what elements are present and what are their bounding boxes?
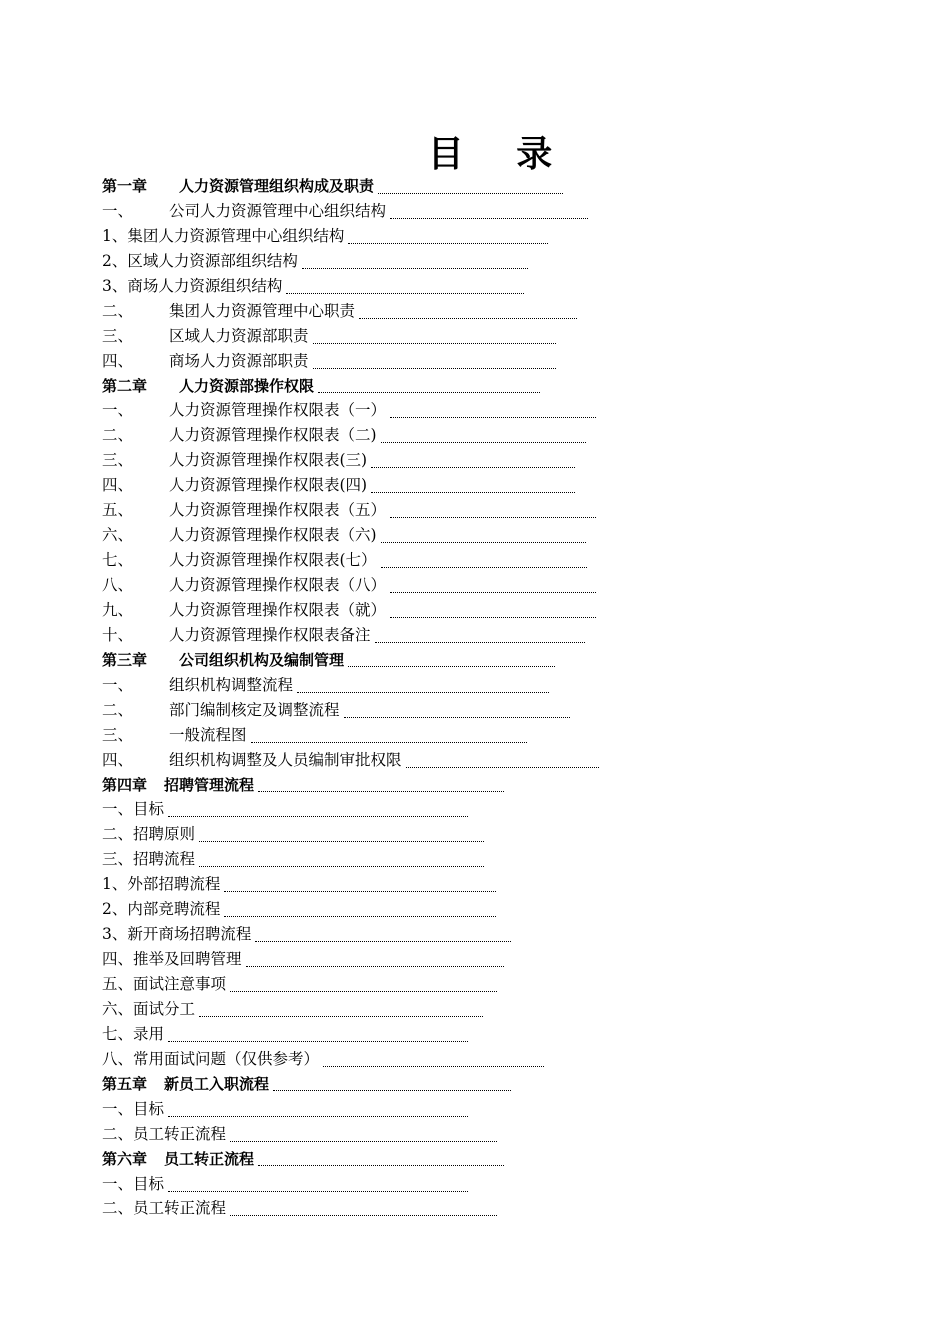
toc-entry-title: 外部招聘流程 <box>127 875 221 894</box>
toc-entry[interactable] <box>102 1047 662 1072</box>
toc-chapter-entry[interactable] <box>102 648 662 673</box>
toc-entry[interactable] <box>102 523 662 548</box>
toc-entry[interactable] <box>102 274 662 299</box>
toc-entry-title: 招聘原则 <box>133 825 196 844</box>
toc-dot-leader <box>273 1089 511 1091</box>
toc-entry-title: 人力资源管理操作权限表（八） <box>169 576 387 594</box>
toc-entry-number: 3、 <box>102 925 128 944</box>
toc-dot-leader <box>313 342 556 344</box>
toc-entry-number: 七、 <box>102 1024 134 1043</box>
toc-dot-leader <box>381 566 587 568</box>
toc-dot-leader <box>230 990 497 992</box>
toc-entry-title: 组织机构调整流程 <box>169 675 294 694</box>
toc-dot-leader <box>359 317 577 319</box>
toc-dot-leader <box>348 665 555 667</box>
toc-chapter-entry[interactable] <box>102 1072 662 1097</box>
toc-entry-title: 人力资源管理操作权限表(三) <box>169 451 368 470</box>
toc-entry-number: 八、 <box>102 576 134 594</box>
page-title: 目 录 <box>427 133 573 175</box>
toc-entry-title: 人力资源管理操作权限表(四) <box>169 476 368 495</box>
toc-entry-title: 人力资源管理操作权限表(七） <box>169 551 377 570</box>
toc-entry-title: 目标 <box>133 1174 165 1193</box>
toc-entry-number: 第三章 <box>102 650 148 669</box>
toc-entry-number: 一、 <box>102 201 134 220</box>
toc-entry-number: 1、 <box>102 226 128 245</box>
toc-entry[interactable] <box>102 1172 662 1197</box>
toc-entry-number: 六、 <box>102 999 134 1018</box>
toc-entry-number: 二、 <box>102 700 134 719</box>
toc-entry-title: 人力资源部操作权限 <box>179 376 315 395</box>
toc-chapter-entry[interactable] <box>102 174 662 199</box>
toc-dot-leader <box>246 965 504 967</box>
toc-entry[interactable] <box>102 473 662 498</box>
toc-chapter-entry[interactable] <box>102 374 662 399</box>
toc-entry-title: 员工转正流程 <box>164 1149 255 1168</box>
toc-dot-leader <box>255 940 511 942</box>
toc-entry-number: 三、 <box>102 326 134 345</box>
toc-entry-title: 部门编制核定及调整流程 <box>169 700 340 719</box>
toc-entry-number: 一、 <box>102 800 134 819</box>
toc-entry[interactable] <box>102 324 662 349</box>
toc-dot-leader <box>168 1190 468 1192</box>
toc-entry[interactable] <box>102 748 662 773</box>
toc-entry-number: 四、 <box>102 950 134 969</box>
toc-entry[interactable] <box>102 972 662 997</box>
toc-dot-leader <box>230 1140 497 1142</box>
toc-entry[interactable] <box>102 947 662 972</box>
toc-entry-title: 新员工入职流程 <box>164 1074 270 1093</box>
toc-entry[interactable] <box>102 1122 662 1147</box>
toc-entry-title: 招聘流程 <box>133 850 196 869</box>
toc-chapter-entry[interactable] <box>102 1147 662 1172</box>
toc-entry-number: 第六章 <box>102 1149 148 1168</box>
toc-entry-number: 第四章 <box>102 775 148 794</box>
toc-dot-leader <box>344 716 570 718</box>
toc-entry[interactable] <box>102 299 662 324</box>
toc-entry-number: 四、 <box>102 351 134 370</box>
toc-dot-leader <box>371 466 575 468</box>
toc-entry-number: 三、 <box>102 451 134 470</box>
toc-dot-leader <box>286 292 524 294</box>
toc-entry-title: 新开商场招聘流程 <box>127 925 252 944</box>
toc-entry-number: 六、 <box>102 526 134 545</box>
toc-entry-title: 录用 <box>133 1024 165 1043</box>
toc-dot-leader <box>323 1065 544 1067</box>
toc-entry-title: 员工转正流程 <box>133 1199 227 1218</box>
toc-entry[interactable] <box>102 673 662 698</box>
toc-dot-leader <box>302 267 528 269</box>
toc-entry-title: 员工转正流程 <box>133 1124 227 1143</box>
toc-entry-number: 二、 <box>102 301 134 320</box>
toc-dot-leader <box>168 1040 468 1042</box>
toc-entry-title: 区域人力资源部职责 <box>169 326 309 345</box>
toc-entry-number: 五、 <box>102 975 134 993</box>
toc-dot-leader <box>313 367 556 369</box>
toc-entry-number: 九、 <box>102 600 134 619</box>
toc-entry-title: 公司组织机构及编制管理 <box>179 650 345 669</box>
toc-entry-number: 四、 <box>102 476 134 495</box>
toc-dot-leader <box>297 691 549 693</box>
toc-entry[interactable] <box>102 249 662 274</box>
toc-entry[interactable] <box>102 598 662 623</box>
toc-entry-title: 面试分工 <box>133 999 196 1018</box>
toc-dot-leader <box>381 441 586 443</box>
toc-entry-title: 常用面试问题（仅供参考） <box>133 1049 320 1068</box>
toc-dot-leader <box>199 840 484 842</box>
toc-dot-leader <box>371 491 575 493</box>
toc-entry[interactable] <box>102 623 662 648</box>
toc-entry-number: 一、 <box>102 401 134 420</box>
toc-entry-number: 一、 <box>102 675 134 694</box>
toc-entry[interactable] <box>102 199 662 224</box>
toc-dot-leader <box>390 217 588 219</box>
toc-entry-title: 集团人力资源管理中心组织结构 <box>127 226 345 245</box>
toc-entry-number: 第五章 <box>102 1074 148 1093</box>
toc-entry[interactable] <box>102 548 662 573</box>
toc-entry-number: 四、 <box>102 750 134 769</box>
toc-entry-title: 人力资源管理操作权限表（一） <box>169 401 387 420</box>
toc-dot-leader <box>258 1164 504 1166</box>
toc-entry-title: 面试注意事项 <box>133 975 227 993</box>
toc-dot-leader <box>378 192 563 194</box>
toc-entry[interactable] <box>102 498 662 523</box>
toc-dot-leader <box>168 815 468 817</box>
toc-entry-title: 人力资源管理操作权限表（二) <box>169 426 377 445</box>
toc-entry[interactable] <box>102 398 662 423</box>
toc-entry[interactable] <box>102 797 662 822</box>
toc-dot-leader <box>390 516 596 518</box>
toc-dot-leader <box>348 242 548 244</box>
toc-dot-leader <box>224 890 496 892</box>
toc-entry[interactable] <box>102 723 662 748</box>
toc-dot-leader <box>375 641 585 643</box>
toc-entry-title: 内部竞聘流程 <box>127 900 221 919</box>
toc-entry[interactable] <box>102 423 662 448</box>
toc-dot-leader <box>390 591 596 593</box>
toc-dot-leader <box>406 766 599 768</box>
toc-entry-number: 一、 <box>102 1174 134 1193</box>
toc-dot-leader <box>251 741 527 743</box>
toc-dot-leader <box>318 391 540 393</box>
toc-entry-title: 人力资源管理操作权限表（六) <box>169 526 377 545</box>
toc-entry[interactable] <box>102 349 662 374</box>
toc-entry-number: 第二章 <box>102 376 148 395</box>
toc-entry[interactable] <box>102 997 662 1022</box>
table-of-contents <box>102 174 662 1221</box>
toc-entry-number: 第一章 <box>102 177 148 195</box>
toc-entry-number: 五、 <box>102 501 134 520</box>
toc-entry-title: 组织机构调整及人员编制审批权限 <box>169 750 402 769</box>
toc-entry-title: 公司人力资源管理中心组织结构 <box>169 201 387 220</box>
toc-entry-title: 人力资源管理操作权限表备注 <box>169 625 371 644</box>
toc-entry[interactable] <box>102 573 662 598</box>
toc-entry-number: 二、 <box>102 1124 134 1143</box>
toc-entry-number: 三、 <box>102 725 134 744</box>
toc-entry[interactable] <box>102 448 662 473</box>
toc-entry-number: 二、 <box>102 825 134 844</box>
toc-entry-number: 二、 <box>102 426 134 445</box>
toc-chapter-entry[interactable] <box>102 773 662 798</box>
toc-entry-number: 八、 <box>102 1049 134 1068</box>
toc-dot-leader <box>258 790 504 792</box>
toc-entry-number: 2、 <box>102 900 128 919</box>
toc-entry-title: 目标 <box>133 800 165 819</box>
toc-entry[interactable] <box>102 847 662 872</box>
toc-entry-title: 人力资源管理操作权限表（五） <box>169 501 387 520</box>
toc-entry-number: 一、 <box>102 1099 134 1118</box>
toc-dot-leader <box>390 416 596 418</box>
toc-entry-title: 商场人力资源部职责 <box>169 351 309 370</box>
toc-entry-number: 1、 <box>102 875 128 894</box>
toc-entry-title: 一般流程图 <box>169 725 247 744</box>
toc-entry-title: 人力资源管理操作权限表（就） <box>169 600 387 619</box>
toc-entry-number: 二、 <box>102 1199 134 1218</box>
toc-dot-leader <box>199 865 484 867</box>
toc-entry[interactable] <box>102 922 662 947</box>
toc-entry-title: 商场人力资源组织结构 <box>127 276 283 295</box>
toc-entry-title: 集团人力资源管理中心职责 <box>169 301 356 320</box>
toc-entry-number: 3、 <box>102 276 128 295</box>
toc-entry[interactable] <box>102 224 662 249</box>
toc-entry[interactable] <box>102 1097 662 1122</box>
toc-entry-title: 目标 <box>133 1099 165 1118</box>
toc-dot-leader <box>168 1115 468 1117</box>
toc-entry-number: 2、 <box>102 251 128 270</box>
toc-dot-leader <box>381 541 586 543</box>
toc-dot-leader <box>224 915 496 917</box>
toc-dot-leader <box>199 1015 483 1017</box>
toc-dot-leader <box>230 1214 497 1216</box>
toc-entry[interactable] <box>102 1022 662 1047</box>
toc-entry-number: 七、 <box>102 551 134 570</box>
toc-entry-number: 十、 <box>102 625 134 644</box>
toc-entry[interactable] <box>102 872 662 897</box>
toc-entry-title: 推举及回聘管理 <box>133 950 242 969</box>
toc-entry-title: 区域人力资源部组织结构 <box>127 251 298 270</box>
toc-entry[interactable] <box>102 822 662 847</box>
toc-entry-number: 三、 <box>102 850 134 869</box>
toc-entry[interactable] <box>102 1196 662 1221</box>
toc-entry[interactable] <box>102 897 662 922</box>
toc-entry[interactable] <box>102 698 662 723</box>
toc-entry-title: 人力资源管理组织构成及职责 <box>179 177 375 195</box>
toc-entry-title: 招聘管理流程 <box>164 775 255 794</box>
toc-dot-leader <box>390 616 596 618</box>
